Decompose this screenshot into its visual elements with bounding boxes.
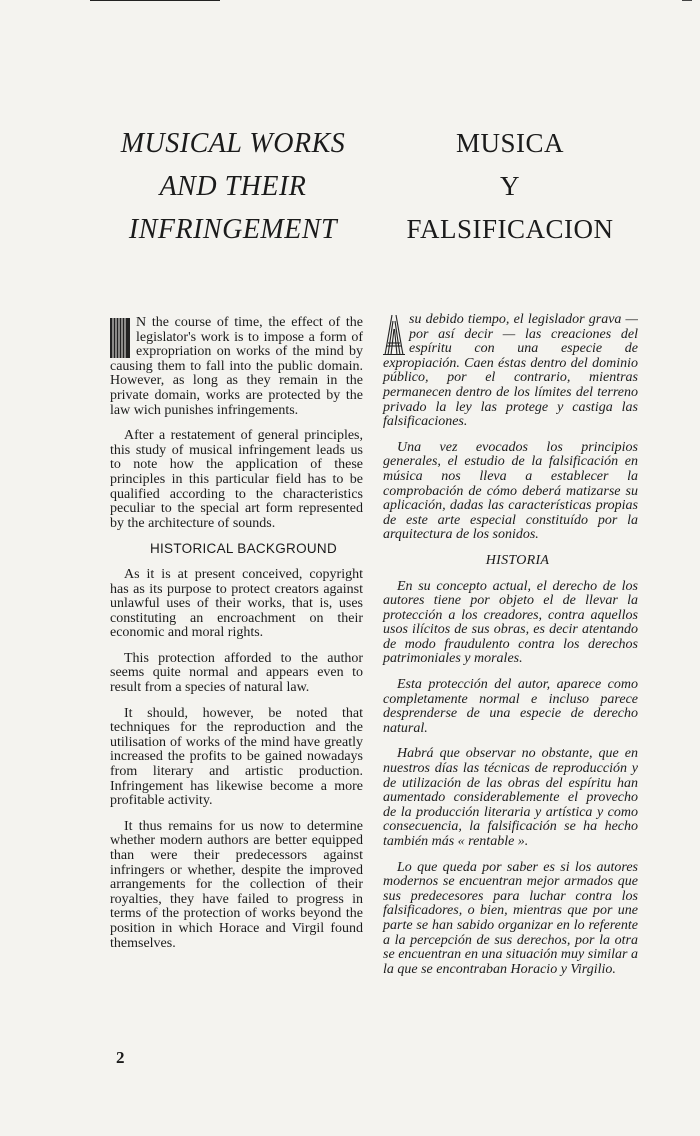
title-english	[98, 122, 368, 251]
english-first-paragraph-text: N the course of time, the effect of the legislator's work is to impose a form of expropriation on works of the mind by causing them to fall into the public domain. However, as long as they remain in the private domain, works are protected by the law wich punishes infringements.	[110, 315, 363, 418]
english-first-paragraph	[110, 316, 363, 418]
title-english-line: AND THEIR	[159, 171, 307, 202]
english-paragraph: After a restatement of general principles, this study of musical infringement leads us to note how the application of these principles in this particular field has to be qualified according to the characteristics peculiar to the special art form represented by the architecture of sounds.	[110, 428, 363, 531]
spanish-section-heading: HISTORIA	[485, 552, 550, 568]
english-section-heading: HISTORICAL BACKGROUND	[149, 541, 338, 557]
spanish-paragraph: Lo que queda por saber es si los autores modernos se encuentran mejor armados que sus predecesores para luchar contra los falsificadores, o bien, mientras que por une parte se han sabido organizar en lo referente a la percepción de sus derechos, por la otra se encuentran en una situación muy similar a la que se encontraban Horacio y Virgilio.	[383, 859, 638, 977]
spanish-first-paragraph	[383, 313, 638, 430]
corner-mark	[682, 0, 692, 1]
title-spanish-line: Y	[500, 171, 520, 201]
title-spanish	[390, 122, 630, 251]
title-spanish-line: MUSICA	[455, 128, 565, 158]
spanish-column	[383, 313, 638, 988]
spanish-paragraph: Habrá que observar no obstante, que en nuestros días las técnicas de reproducción y de utilización de las obras del espíritu han aumentado considerablemente el provecho de la producción literaria y artística y como consecuencia, la falsificación se ha hecho también más « rentable ».	[383, 746, 638, 849]
dropcap-i-icon	[110, 318, 130, 358]
dropcap-a-icon	[383, 315, 403, 355]
english-paragraph: It should, however, be noted that techniques for the reproduction and the utilisation of works of the mind have greatly increased the profits to be gained nowadays from literary and artistic production. Infringement has likewise become a more profitable activity.	[110, 705, 363, 809]
spanish-first-paragraph-text: su debido tiempo, el legislador grava — por así decir — las creaciones del espíritu con una especie de expropiación. Caen éstas dentro del dominio público, por el contrario, mientras permanecen dentro de los límites del terreno privado la ley las protege y castiga las falsificaciones.	[383, 312, 638, 430]
english-column	[110, 316, 363, 962]
spanish-paragraph: Esta protección del autor, aparece como completamente normal e incluso parece desprenderse de una especie de derecho natural.	[383, 677, 638, 736]
english-paragraph: This protection afforded to the author seems quite normal and appears even to result from a species of natural law.	[110, 650, 363, 696]
spanish-paragraph: En su concepto actual, el derecho de los autores tiene por objeto el de llevar la protección a los creadores, contra aquellos usos ilícitos de sus obras, es decir atentando de modo fraudulento contra los derechos patrimoniales y morales.	[383, 578, 638, 667]
title-english-line: MUSICAL WORKS	[120, 128, 346, 159]
english-paragraph: It thus remains for us now to determine whether modern authors are better equipped than were their predecessors against infringers or whether, despite the improved arrangements for the collection of their royalties, they have failed to progress in terms of the protection of works beyond the position in which Horace and Virgil found themselves.	[110, 818, 363, 951]
title-spanish-line: FALSIFICACION	[406, 214, 614, 244]
top-rule	[90, 0, 220, 1]
title-english-line: INFRINGEMENT	[128, 214, 338, 245]
english-paragraph: As it is at present conceived, copyright has as its purpose to protect creators against unlawful uses of their works, that is, uses constituting an encroachment on their economic and moral rights.	[110, 566, 363, 641]
page-number: 2	[116, 1048, 125, 1067]
spanish-paragraph: Una vez evocados los principios generales, el estudio de la falsificación en música nos lleva a establecer la comprobación de cómo deberá matizarse su aplicación, dadas las características propias de este arte especial constituído por la arquitectura de los sonidos.	[383, 439, 638, 543]
